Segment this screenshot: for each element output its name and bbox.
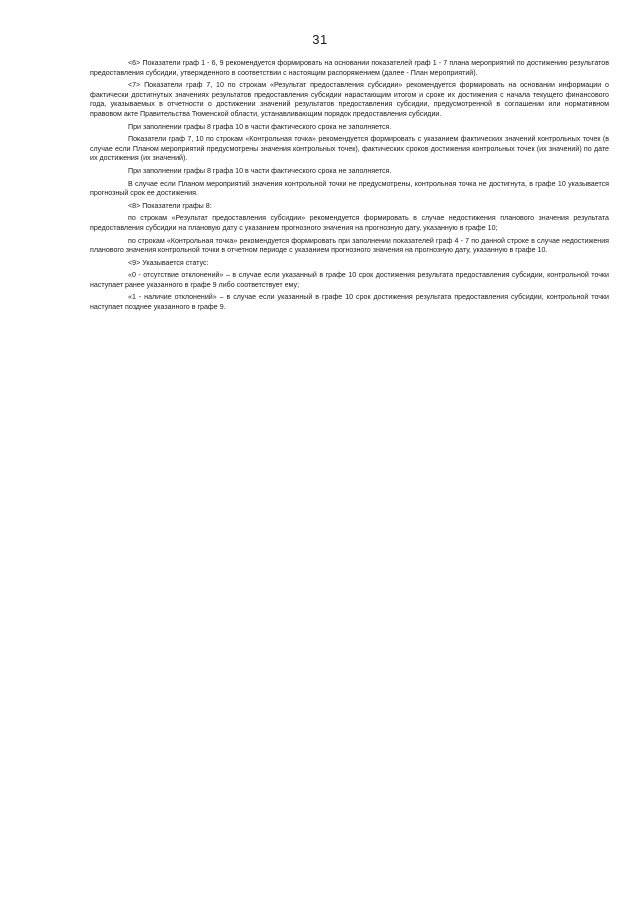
- footnote-7-note-graph-8: При заполнении графы 8 графа 10 в части фактического срока не заполняется.: [128, 122, 392, 131]
- footnote-7-note-graph-8-repeat: При заполнении графы 8 графа 10 в части фактического срока не заполняется.: [128, 166, 392, 175]
- footnote-7-control-point-paragraph: Показатели граф 7, 10 по строкам «Контрольная точка» рекомендуется формировать с указанием фактических значений контрольных точек (в случае если Планом мероприятий предусмотрены значения контрольных точек), фактических сроков достижения контрольных точек (их значений) по дате их достижения (их значений).: [90, 135, 609, 163]
- footnote-6-paragraph: <6> Показатели граф 1 - 6, 9 рекомендуется формировать на основании показателей граф 1 - 7 плана мероприятий по достижению результатов предоставления субсидии, утвержденного в соответствии с настоящим распоряжением (далее - План мероприятий).: [90, 59, 609, 77]
- footnote-7-paragraph: <7> Показатели граф 7, 10 по строкам «Результат предоставления субсидии» рекомендуется формировать на основании информации о фактически достигнутых значениях результатов предоставления субсидии нарастающим итогом и сроке их достижения с начала текущего финансового года, указываемых в отчетности о достижении значений результатов предоставления субсидии, предусмотренной в соглашении или нормативном правовом акте Правительства Тюменской области, устанавливающим порядок предоставления субсидии.: [90, 81, 609, 118]
- footnote-7-forecast-paragraph: В случае если Планом мероприятий значения контрольной точки не предусмотрены, контрольная точка не достигнута, в графе 10 указывается прогнозный срок ее достижения.: [90, 179, 609, 198]
- footnote-8-heading: <8> Показатели графы 8:: [128, 201, 212, 210]
- footnote-9-status-1: «1 - наличие отклонений» – в случае если указанный в графе 10 срок достижения результата предоставления субсидии, контрольной точки наступает позднее указанного в графе 9.: [90, 293, 609, 312]
- footnote-8-control-point-paragraph: по строкам «Контрольная точка» рекомендуется формировать при заполнении показателей граф 4 - 7 по данной строке в случае недостижения планового значения контрольной точки в отчетном периоде с указанием прогнозного значения на прогнозную дату, указанную в графе 10.: [90, 236, 609, 255]
- footnote-9-status-0: «0 - отсутствие отклонений» – в случае если указанный в графе 10 срок достижения результата предоставления субсидии, контрольной точки наступает ранее указанного в графе 9 либо соответствует ему;: [90, 271, 609, 289]
- footnote-8-result-paragraph: по строкам «Результат предоставления субсидии» рекомендуется формировать в случае недостижения планового значения результата предоставления субсидии на плановую дату с указанием прогнозного значения на прогнозную дату, указанную в графе 10;: [90, 214, 609, 232]
- footnote-9-heading: <9> Указывается статус:: [128, 258, 209, 267]
- page-body: [90, 59, 609, 316]
- page-number: 31: [312, 32, 328, 47]
